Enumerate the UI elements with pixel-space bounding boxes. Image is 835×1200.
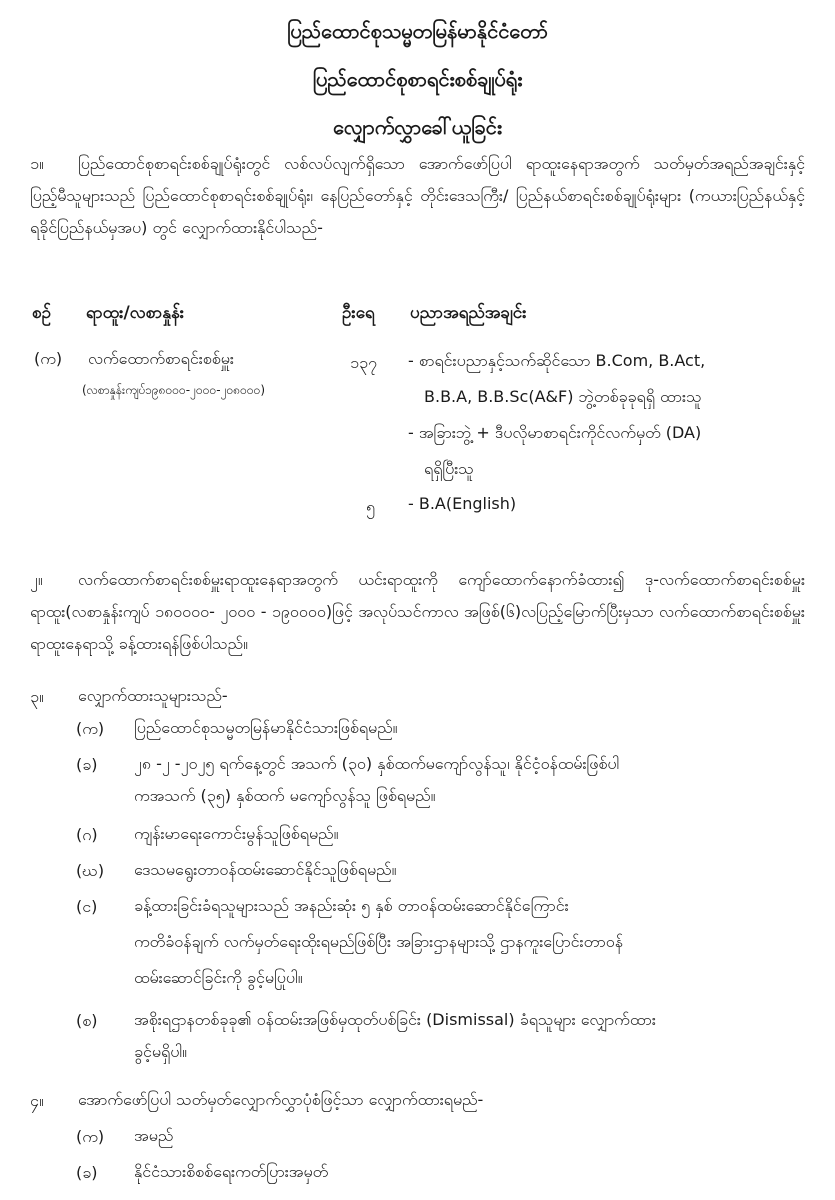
paragraph-2-text: လက်ထောက်စာရင်းစစ်မှူးရာထူးနေရာအတွက် ယင်းရာထူးကို ကျော်ထောက်နောက်ခံထား၍ ဒု-လက်ထောက်စာရင်းစစ်မှူးရာထူး(လစာနှုန်းကျပ် ၁၈၀၀၀၀- ၂၀၀၀ - ၁၉၀၀၀၀)ဖြင့် အလုပ်သင်ကာလ အဖြစ်(၆)လပြည့်မြောက်ပြီးမှသာ လက်ထောက်စာရင်းစစ်မှူးရာထူးနေရာသို့ ခန့်ထားရန်ဖြစ်ပါသည်။: [30, 570, 805, 653]
paragraph-2: [30, 564, 805, 660]
list-item: အမည်: [134, 1126, 174, 1145]
list-item: ကအသက် (၃၅) နှစ်ထက် မကျော်လွန်သူ ဖြစ်ရမည်။: [134, 786, 436, 805]
qualification-2-line-2: ရရှိပြီးသူ: [424, 459, 474, 478]
paragraph-3-number: ၃။: [30, 687, 44, 706]
list-item: ပြည်ထောင်စုသမ္မတမြန်မာနိုင်ငံသားဖြစ်ရမည်။: [134, 718, 398, 737]
table-header-qualification: ပညာအရည်အချင်း: [410, 303, 527, 323]
list-item: နိုင်ငံသားစိစစ်ရေးကတ်ပြားအမှတ်: [134, 1162, 329, 1181]
header-title-office: ပြည်ထောင်စုစာရင်းစစ်ချုပ်ရုံး: [312, 67, 523, 91]
list-item: ထမ်းဆောင်ခြင်းကို ခွင့်မပြုပါ။: [134, 968, 303, 987]
paragraph-1-number: ၁။: [30, 154, 44, 173]
table-header-no: စဉ်: [32, 303, 51, 323]
table-header-post: ရာထူး/လစာနှုန်း: [86, 303, 185, 323]
table-count-2: ၅: [366, 497, 375, 516]
list-item-label: (က): [76, 719, 105, 738]
qualification-3: - B.A(English): [408, 494, 517, 513]
list-item-label: (ဃ): [76, 861, 105, 880]
qualification-1-line-1: - စာရင်းပညာနှင့်သက်ဆိုင်သော B.Com, B.Act,: [408, 351, 706, 370]
list-item-label: (ခ): [76, 755, 98, 774]
paragraph-2-number: ၂။: [30, 570, 43, 589]
list-item: ဒေသမရွေးတာဝန်ထမ်းဆောင်နိုင်သူဖြစ်ရမည်။: [134, 860, 397, 879]
list-item-label: (ဂ): [76, 825, 98, 844]
paragraph-4-number: ၄။: [30, 1091, 44, 1110]
list-item: ခွင့်မရှိပါ။: [134, 1042, 187, 1061]
table-post-name: လက်ထောက်စာရင်းစစ်မှူး: [88, 349, 234, 368]
list-item-label: (စ): [76, 1011, 98, 1030]
paragraph-3-intro: လျှောက်ထားသူများသည်-: [78, 686, 228, 705]
qualification-1-line-2: B.B.A, B.B.Sc(A&F) ဘွဲ့တစ်ခုခုရရှိ ထားသူ: [424, 387, 702, 406]
header-title-country: ပြည်ထောင်စုသမ္မတမြန်မာနိုင်ငံတော်: [287, 19, 548, 43]
paragraph-1-text: ပြည်ထောင်စုစာရင်းစစ်ချုပ်ရုံးတွင် လစ်လပ်လျက်ရှိသော အောက်ဖော်ပြပါ ရာထူးနေရာအတွက် သတ်မှတ်အရည်အချင်းနှင့် ပြည့်မီသူများသည် ပြည်ထောင်စုစာရင်းစစ်ချုပ်ရုံး၊ နေပြည်တော်နှင့် တိုင်းဒေသကြီး/ ပြည်နယ်စာရင်းစစ်ချုပ်ရုံးများ (ကယားပြည်နယ်နှင့် ရခိုင်ပြည်နယ်မှအပ) တွင် လျှောက်ထားနိုင်ပါသည်-: [30, 154, 805, 237]
table-header-count: ဦးရေ: [342, 303, 375, 323]
list-item: ခန့်ထားခြင်းခံရသူများသည် အနည်းဆုံး ၅ နှစ် တာဝန်ထမ်းဆောင်နိုင်ကြောင်း: [134, 896, 569, 915]
list-item-label: (င): [76, 897, 98, 916]
list-item-label: (ခ): [76, 1163, 98, 1182]
table-count-1: ၁၃၇: [350, 353, 377, 372]
table-salary-scale: (လစာနှုန်းကျပ်၁၉၈၀၀၀-၂၀၀၀-၂၀၈၀၀၀): [82, 383, 266, 397]
table-row-number: (က): [34, 349, 63, 368]
list-item: အစိုးရဌာနတစ်ခုခု၏ ဝန်ထမ်းအဖြစ်မှထုတ်ပစ်ခြင်း (Dismissal) ခံရသူများ လျှောက်ထား: [134, 1010, 656, 1029]
paragraph-4-intro: အောက်ဖော်ပြပါ သတ်မှတ်လျှောက်လွှာပုံစံဖြင့်သာ လျှောက်ထားရမည်-: [78, 1090, 484, 1109]
list-item-label: (က): [76, 1127, 105, 1146]
list-item: ကျန်းမာရေးကောင်းမွန်သူဖြစ်ရမည်။: [134, 824, 339, 843]
list-item: ၂၈ -၂ -၂၀၂၅ ရက်နေ့တွင် အသက် (၃၀) နှစ်ထက်မကျော်လွန်သူ၊ နိုင်ငံ့ဝန်ထမ်းဖြစ်ပါ: [134, 754, 620, 773]
paragraph-1: [30, 148, 805, 244]
header-title-announcement: လျှောက်လွှာခေါ်ယူခြင်း: [333, 115, 502, 139]
qualification-2-line-1: - အခြားဘွဲ့ + ဒီပလိုမာစာရင်းကိုင်လက်မှတ် (DA): [408, 423, 702, 442]
list-item: ကတိခံဝန်ချက် လက်မှတ်ရေးထိုးရမည်ဖြစ်ပြီး အခြားဌာနများသို့ ဌာနကူးပြောင်းတာဝန်: [134, 932, 624, 951]
